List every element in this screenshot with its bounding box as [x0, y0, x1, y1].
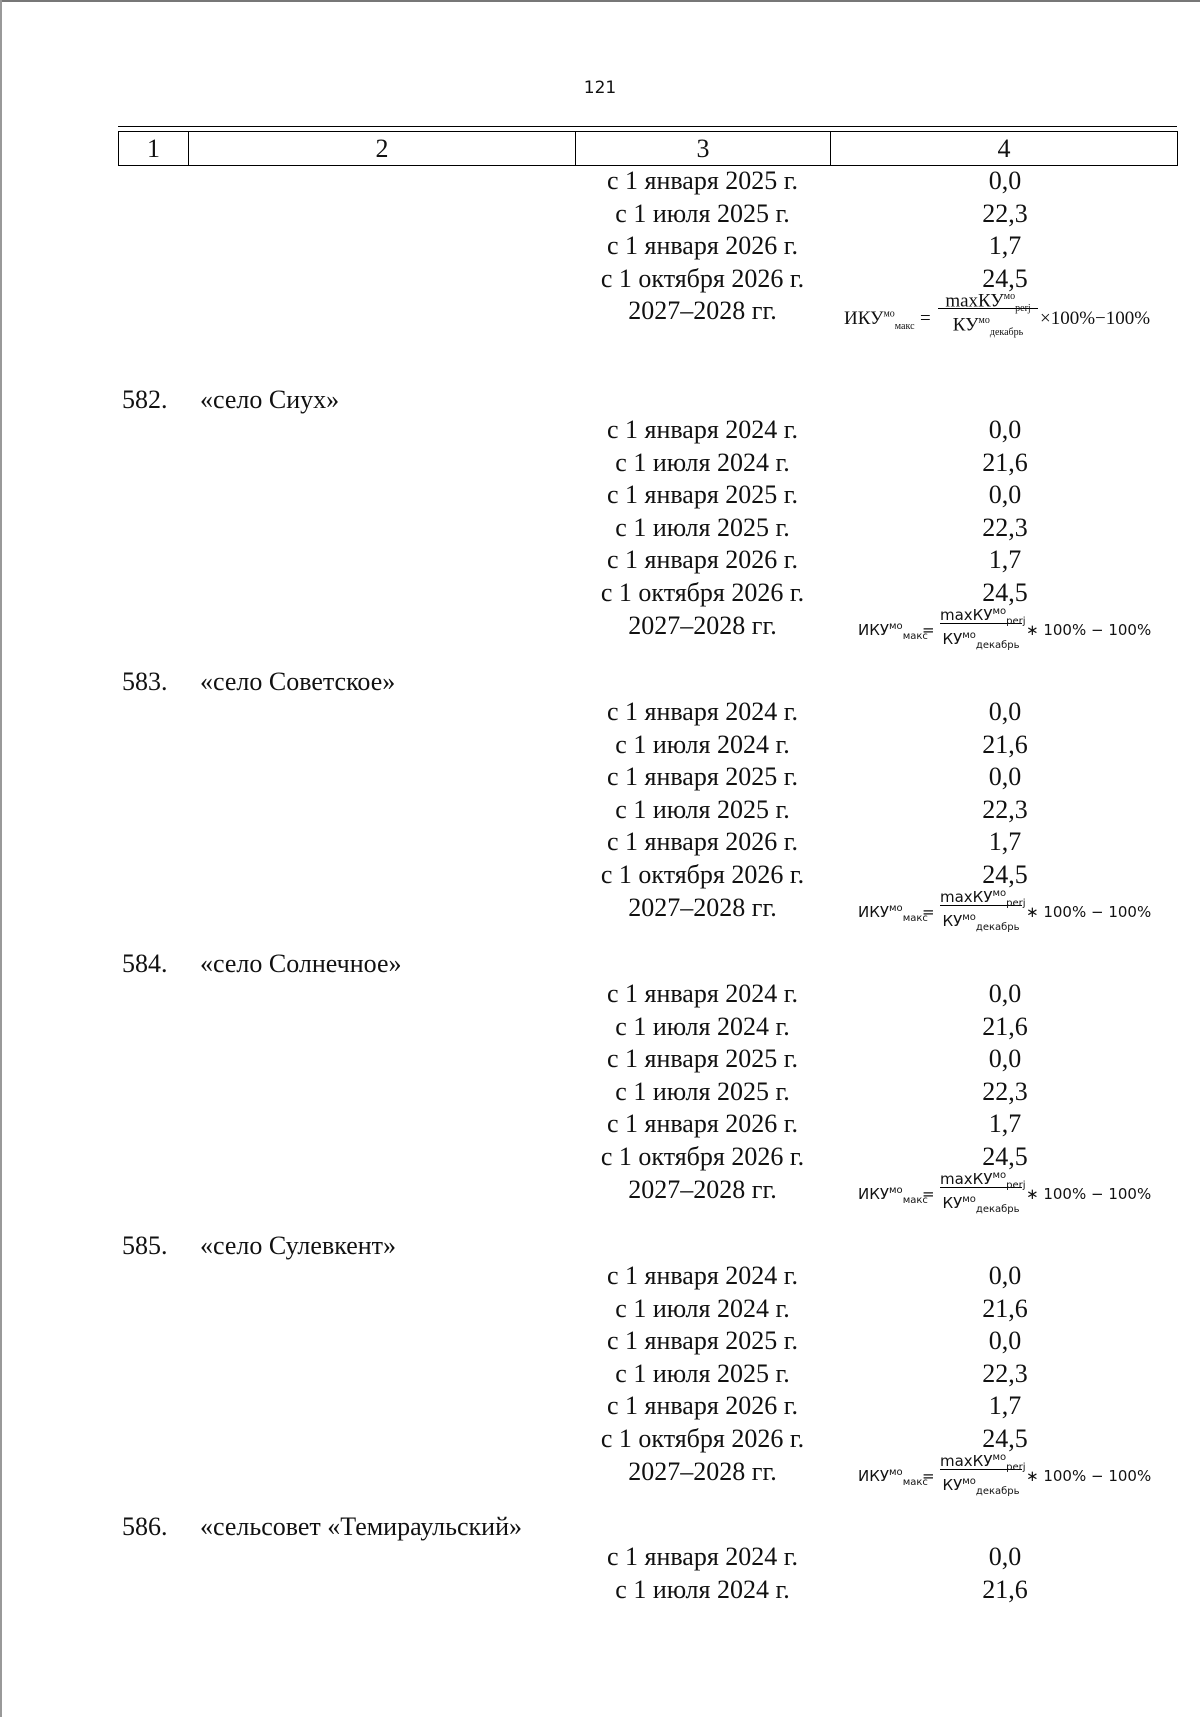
table-row: [0, 1109, 1200, 1139]
period-date: с 1 января 2026 г.: [606, 231, 799, 261]
table-row: [0, 762, 1200, 792]
period-date: с 1 января 2024 г.: [606, 1542, 799, 1571]
index-value: 1,7: [988, 231, 1022, 261]
index-value: 0,0: [988, 166, 1022, 195]
formula-subscript: макс: [902, 1476, 928, 1488]
formula-fraction: [938, 286, 1038, 339]
table-row: [0, 827, 1200, 857]
formula-equals: =: [922, 1184, 935, 1203]
table-row: [0, 1575, 1200, 1605]
entry-number: 586.: [122, 1512, 168, 1541]
index-value: 0,0: [988, 1542, 1022, 1571]
formula-fraction: [940, 1165, 1026, 1215]
index-value: 22,3: [982, 794, 1028, 824]
table-header: [118, 131, 1178, 166]
index-value: 0,0: [988, 1261, 1022, 1290]
formula-superscript: мо: [889, 1184, 903, 1196]
table-row: [0, 199, 1200, 229]
period-date: 2027–2028 гг.: [628, 296, 777, 326]
table-top-rule: [118, 126, 1177, 127]
formula-superscript: мо: [962, 1193, 976, 1205]
index-value: 24,5: [982, 578, 1028, 607]
index-formula: [840, 1447, 1170, 1503]
index-value: 21,6: [982, 729, 1028, 759]
period-date: с 1 июля 2025 г.: [615, 1358, 790, 1388]
table-row: [0, 1542, 1200, 1572]
formula-denominator: $КУ^{мо}_{декабрь}$: [942, 1193, 1020, 1215]
period-date: с 1 октября 2026 г.: [600, 860, 805, 889]
period-date: с 1 января 2026 г.: [606, 545, 799, 575]
table-row: [0, 448, 1200, 478]
formula-superscript: мо: [992, 605, 1007, 617]
formula-numerator: maxКУ$^{мо}_{perj}$: [940, 1165, 1022, 1188]
index-value: 0,0: [988, 1044, 1022, 1074]
formula-rhs: ∗ 100% − 100%: [1026, 902, 1152, 921]
formula-subscript: perj: [1006, 615, 1026, 627]
formula-superscript: мо: [978, 315, 990, 327]
formula-rhs: ×100%−100%: [1040, 308, 1151, 330]
formula-denominator: $КУ^{мо}_{декабрь}$: [952, 314, 1024, 339]
formula-lhs: $ИКУ^{мо}_{макс}$: [858, 1184, 928, 1206]
index-value: 22,3: [982, 1358, 1028, 1388]
table-row: [0, 795, 1200, 825]
formula-subscript: perj: [1006, 1461, 1026, 1473]
index-value: 22,3: [982, 512, 1028, 542]
table-row: [0, 1326, 1200, 1356]
period-date: с 1 июля 2025 г.: [615, 794, 790, 824]
formula-fraction: [940, 1447, 1026, 1497]
formula-numerator: maxКУ$^{мо}_{perj}$: [940, 1447, 1022, 1470]
index-value: 24,5: [982, 263, 1028, 293]
table-row: [0, 166, 1200, 196]
entry-number: 582.: [122, 385, 168, 414]
period-date: с 1 января 2026 г.: [606, 1109, 799, 1139]
period-date: с 1 октября 2026 г.: [600, 578, 805, 607]
table-row: [0, 513, 1200, 543]
formula-numerator: maxКУ$^{мо}_{perj}$: [940, 883, 1022, 906]
period-date: с 1 января 2026 г.: [606, 1391, 799, 1421]
index-value: 0,0: [988, 1326, 1022, 1356]
index-value: 1,7: [988, 827, 1022, 857]
index-formula: [840, 286, 1170, 342]
column-header-2: 2: [189, 132, 576, 166]
formula-lhs: $ИКУ^{мо}_{макс}$: [858, 1466, 928, 1488]
entry-name: «сельсовет «Темираульский»: [200, 1512, 523, 1541]
table-row: [0, 1294, 1200, 1324]
column-header-3: 3: [576, 132, 831, 166]
entry-number: 584.: [122, 949, 168, 978]
entry-header-row: [0, 667, 1200, 697]
index-formula: [840, 601, 1170, 657]
index-value: 0,0: [988, 480, 1022, 510]
formula-subscript: макс: [902, 1194, 928, 1206]
period-date: с 1 января 2025 г.: [606, 762, 799, 792]
formula-subscript: макс: [902, 912, 928, 924]
column-header-4: 4: [831, 132, 1178, 166]
period-date: с 1 января 2024 г.: [606, 697, 799, 726]
page-number: 121: [583, 78, 617, 98]
formula-lhs: $ИКУ^{мо}_{макс}$: [858, 620, 928, 642]
entry-number: 585.: [122, 1231, 168, 1260]
formula-fraction: [940, 883, 1026, 933]
period-date: с 1 октября 2026 г.: [600, 1424, 805, 1453]
formula-rhs: ∗ 100% − 100%: [1026, 1184, 1152, 1203]
formula-numerator: maxКУ$^{мо}_{perj}$: [938, 286, 1038, 309]
entry-header-row: [0, 1231, 1200, 1261]
table-row: [0, 1077, 1200, 1107]
formula-subscript: макс: [902, 630, 928, 642]
index-value: 1,7: [988, 545, 1022, 575]
formula-subscript: perj: [1015, 303, 1031, 315]
table-row: [0, 1391, 1200, 1421]
formula-superscript: мо: [962, 629, 976, 641]
period-date: с 1 июля 2024 г.: [615, 447, 790, 477]
formula-fraction: [940, 601, 1026, 651]
period-date: 2027–2028 гг.: [628, 1174, 777, 1204]
table-row: [0, 1044, 1200, 1074]
table-row: [0, 1261, 1200, 1291]
formula-equals: =: [922, 902, 935, 921]
table-row: [0, 1012, 1200, 1042]
formula-superscript: мо: [1003, 291, 1016, 303]
period-date: 2027–2028 гг.: [628, 1456, 777, 1486]
period-date: с 1 июля 2025 г.: [615, 1076, 790, 1106]
formula-subscript: perj: [1006, 897, 1026, 909]
formula-lhs: $ИКУ^{мо}_{макс}$: [858, 902, 928, 924]
table-row: [0, 415, 1200, 445]
formula-superscript: мо: [889, 620, 903, 632]
period-date: с 1 января 2025 г.: [606, 1326, 799, 1356]
formula-superscript: мо: [889, 902, 903, 914]
formula-superscript: мо: [962, 1475, 976, 1487]
period-date: с 1 октября 2026 г.: [600, 1142, 805, 1171]
index-value: 24,5: [982, 1424, 1028, 1453]
period-date: с 1 июля 2024 г.: [615, 1011, 790, 1041]
index-value: 0,0: [988, 762, 1022, 792]
scan-top-edge: [0, 0, 1200, 2]
entry-header-row: [0, 385, 1200, 415]
period-date: с 1 января 2025 г.: [606, 480, 799, 510]
period-date: с 1 января 2025 г.: [606, 1044, 799, 1074]
formula-denominator: $КУ^{мо}_{декабрь}$: [942, 911, 1020, 933]
entry-name: «село Советское»: [200, 667, 396, 696]
period-date: с 1 июля 2025 г.: [615, 198, 790, 228]
period-date: с 1 июля 2025 г.: [615, 512, 790, 542]
index-value: 21,6: [982, 1293, 1028, 1323]
formula-denominator: $КУ^{мо}_{декабрь}$: [942, 1475, 1020, 1497]
formula-subscript: декабрь: [975, 921, 1020, 933]
entry-header-row: [0, 1512, 1200, 1542]
table-row: [0, 697, 1200, 727]
formula-superscript: мо: [889, 1466, 903, 1478]
index-value: 22,3: [982, 198, 1028, 228]
entry-name: «село Сулевкент»: [200, 1231, 397, 1260]
formula-superscript: мо: [962, 911, 976, 923]
table-row: [0, 730, 1200, 760]
formula-denominator: $КУ^{мо}_{декабрь}$: [942, 629, 1020, 651]
entry-name: «село Сиух»: [200, 385, 340, 414]
index-value: 21,6: [982, 1574, 1028, 1604]
formula-subscript: perj: [1006, 1179, 1026, 1191]
index-value: 21,6: [982, 447, 1028, 477]
table-row: [0, 545, 1200, 575]
formula-superscript: мо: [883, 309, 895, 321]
entry-header-row: [0, 949, 1200, 979]
column-header-1: 1: [119, 132, 189, 166]
index-formula: [840, 1165, 1170, 1221]
index-value: 22,3: [982, 1076, 1028, 1106]
formula-rhs: ∗ 100% − 100%: [1026, 620, 1152, 639]
formula-subscript: декабрь: [989, 327, 1024, 339]
index-formula: [840, 883, 1170, 939]
period-date: с 1 июля 2024 г.: [615, 1574, 790, 1604]
formula-superscript: мо: [992, 1169, 1007, 1181]
formula-numerator: maxКУ$^{мо}_{perj}$: [940, 601, 1022, 624]
formula-subscript: декабрь: [975, 639, 1020, 651]
index-value: 24,5: [982, 1142, 1028, 1171]
formula-subscript: декабрь: [975, 1203, 1020, 1215]
formula-subscript: макс: [894, 321, 915, 333]
period-date: с 1 января 2024 г.: [606, 979, 799, 1008]
period-date: с 1 января 2024 г.: [606, 415, 799, 444]
period-date: с 1 июля 2024 г.: [615, 729, 790, 759]
period-date: с 1 января 2025 г.: [606, 166, 799, 195]
table-row: [0, 480, 1200, 510]
entry-name: «село Солнечное»: [200, 949, 402, 978]
period-date: с 1 января 2026 г.: [606, 827, 799, 857]
index-value: 1,7: [988, 1391, 1022, 1421]
period-date: с 1 июля 2024 г.: [615, 1293, 790, 1323]
table-row: [0, 979, 1200, 1009]
period-date: 2027–2028 гг.: [628, 610, 777, 640]
index-value: 0,0: [988, 979, 1022, 1008]
formula-superscript: мо: [992, 887, 1007, 899]
index-value: 0,0: [988, 697, 1022, 726]
entry-number: 583.: [122, 667, 168, 696]
index-value: 24,5: [982, 860, 1028, 889]
period-date: 2027–2028 гг.: [628, 892, 777, 922]
formula-equals: =: [922, 620, 935, 639]
formula-lhs: $ИКУ^{мо}_{макс}$: [844, 308, 915, 333]
table-row: [0, 1359, 1200, 1389]
index-value: 1,7: [988, 1109, 1022, 1139]
formula-superscript: мо: [992, 1451, 1007, 1463]
table-row: [0, 231, 1200, 261]
formula-equals: =: [922, 1466, 935, 1485]
formula-equals: =: [920, 308, 931, 330]
index-value: 21,6: [982, 1011, 1028, 1041]
period-date: с 1 января 2024 г.: [606, 1261, 799, 1290]
formula-rhs: ∗ 100% − 100%: [1026, 1466, 1152, 1485]
period-date: с 1 октября 2026 г.: [600, 263, 805, 293]
index-value: 0,0: [988, 415, 1022, 444]
formula-subscript: декабрь: [975, 1485, 1020, 1497]
